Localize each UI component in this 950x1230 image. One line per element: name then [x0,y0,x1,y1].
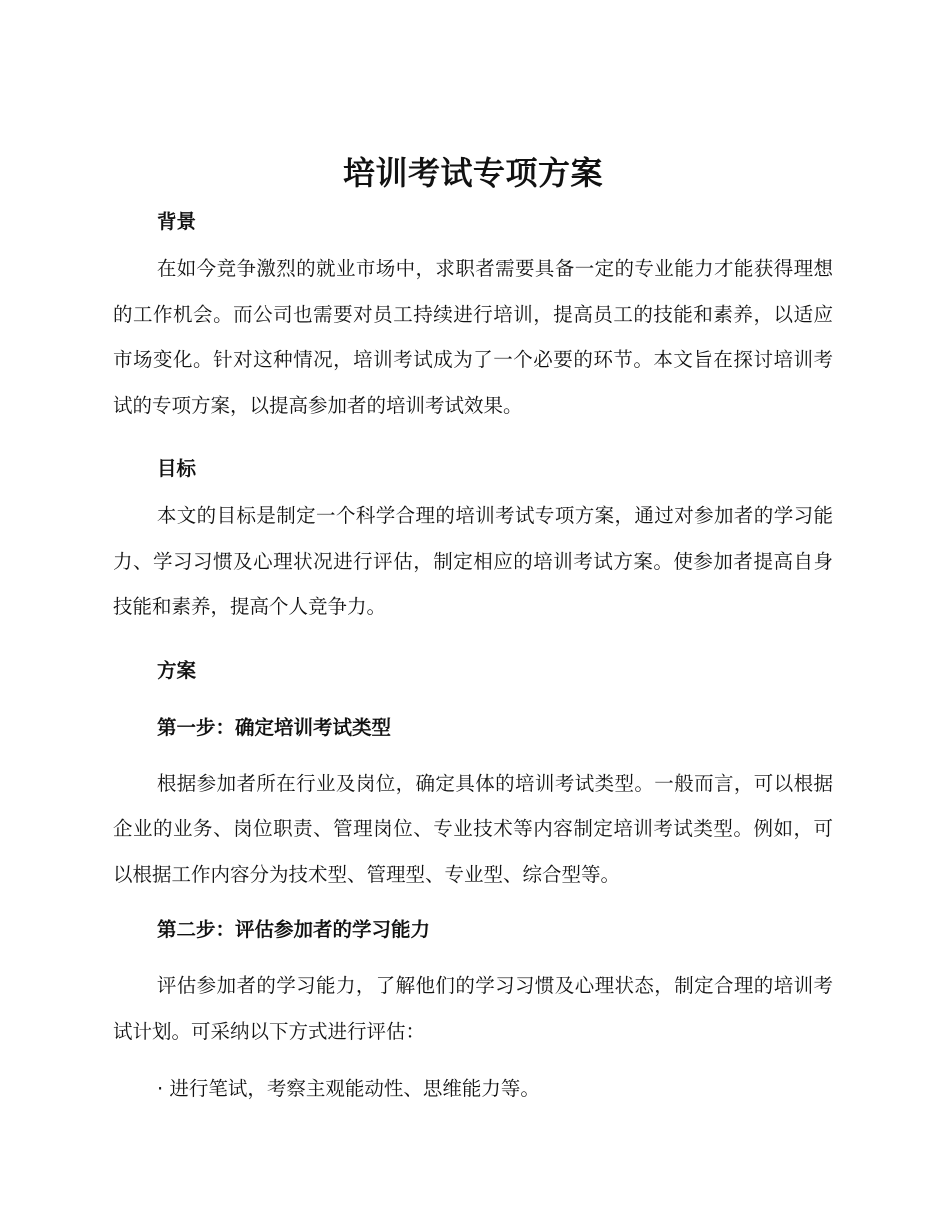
section-heading-background: 背景 [157,210,197,233]
section-heading-plan: 方案 [157,658,197,682]
paragraph-background: 在如今竞争激烈的就业市场中，求职者需要具备一定的专业能力才能获得理想的工作机会。而公司也需要对员工持续进行培训，提高员工的技能和素养，以适应市场变化。针对这种情况，培训考试成为了一个必要的环节。本文旨在探讨培训考试的专项方案，以提高参加者的培训考试效果。 [113,257,833,417]
paragraph-step2: 评估参加者的学习能力，了解他们的学习习惯及心理状态，制定合理的培训考试计划。可采纳以下方式进行评估： [113,974,833,1043]
document-body [113,148,833,1112]
section-heading-goal: 目标 [157,457,197,480]
paragraph-goal: 本文的目标是制定一个科学合理的培训考试专项方案，通过对参加者的学习能力、学习习惯及心理状况进行评估，制定相应的培训考试方案。使参加者提高自身技能和素养，提高个人竞争力。 [113,504,833,618]
paragraph-step1: 根据参加者所在行业及岗位，确定具体的培训考试类型。一般而言，可以根据企业的业务、岗位职责、管理岗位、专业技术等内容制定培训考试类型。例如，可以根据工作内容分为技术型、管理型、专业型、综合型等。 [113,771,833,886]
step2-heading: 第二步：评估参加者的学习能力 [157,918,431,941]
list-item-written-test: · 进行笔试，考察主观能动性、思维能力等。 [157,1077,540,1100]
step1-heading: 第一步：确定培训考试类型 [157,715,392,739]
document-title: 培训考试专项方案 [342,154,603,192]
